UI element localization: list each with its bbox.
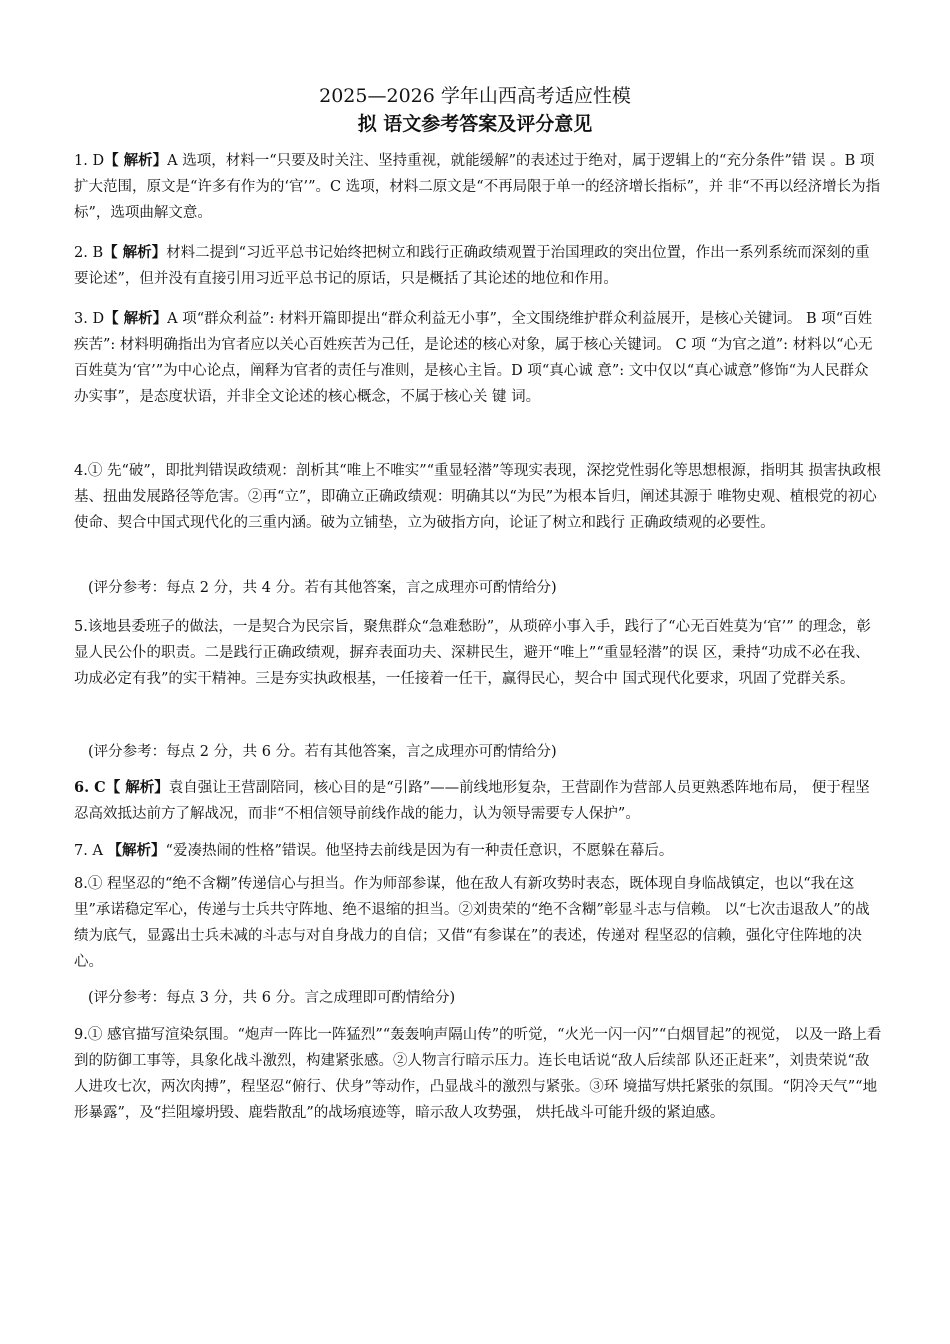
item-text: ① 先“破”，即批判错误政绩观：剖析其“唯上不唯实”“重显轻潜”等现实表现，深挖党性弱化等思想根源，指明其 损害执政根基、扭曲发展路径等危害。②再“立”，即确立正确政绩观：明确其以“为民”为根本旨归，阐述其源于 唯物史观、植根党的初心使命、契合中国式现代化的三重内涵。破为立铺垫，立为破指方向，论证了树立和践行 正确政绩观的必要性。 bbox=[74, 463, 882, 531]
scoring-note-q8: (评分参考：每点 3 分，共 6 分。言之成理即可酌情给分) bbox=[88, 990, 456, 1006]
item-number: 9. bbox=[74, 1027, 88, 1043]
item-number: 8. bbox=[74, 876, 88, 892]
item-text: 材料二提到“习近平总书记始终把树立和践行正确政绩观置于治国理政的突出位置，作出一系列系统而深刻的重要论述”，但并没有直接引用习近平总书记的原话，只是概括了其论述的地位和作用。 bbox=[74, 245, 870, 287]
answer-item-q9 bbox=[74, 1022, 882, 1126]
analysis-tag: 【 解析】 bbox=[105, 779, 169, 796]
scoring-note-q5: (评分参考：每点 2 分，共 6 分。若有其他答案，言之成理亦可酌情给分) bbox=[88, 744, 557, 760]
analysis-tag: 【 解析】 bbox=[103, 244, 167, 261]
item-number: 5. bbox=[74, 619, 88, 635]
answer-item-q7 bbox=[74, 838, 882, 864]
item-text: “爱凑热闹的性格”错误。他坚持去前线是因为有一种责任意识，不愿躲在幕后。 bbox=[165, 843, 674, 859]
answer-item-q6 bbox=[74, 775, 882, 827]
document-title-line1: 2025—2026 学年山西高考适应性模 bbox=[319, 85, 631, 107]
document-title-line2: 拟 语文参考答案及评分意见 bbox=[357, 113, 593, 135]
item-number: 4. bbox=[74, 463, 88, 479]
item-text: A 选项，材料一“只要及时关注、坚持重视，就能缓解”的表述过于绝对，属于逻辑上的“充分条件”错 误 。B 项扩大范围，原文是“许多有作为的‘官’”。C 选项，材料二原文是“不再局限于单一的经济增长指标”，并 非“不再以经济增长为指标”，选项曲解文意。 bbox=[74, 153, 881, 221]
answer-item-q1 bbox=[74, 148, 882, 226]
answer-item-q2 bbox=[74, 240, 882, 292]
item-number: 6. C bbox=[74, 779, 106, 796]
item-number: 1. D bbox=[74, 153, 105, 169]
item-number: 2. B bbox=[74, 245, 104, 261]
answer-item-q4 bbox=[74, 458, 882, 536]
item-text: A 项“群众利益”: 材料开篇即提出“群众利益无小事”，全文围绕维护群众利益展开，是核心关键词。 B 项“百姓疾苦”: 材料明确指出为官者应以关心百姓疾苦为己任，是论述的核心对象，属于核心关键词。 C 项 “为官之道”: 材料以“心无百姓莫为‘官’”为中心论点，阐释为官者的责任与准则，是核心主旨。D 项“真心诚 意”: 文中仅以“真心诚意”修饰“为人民群众办实事”，是态度状语，并非全文论述的核心概念，不属于核心关 键 词。 bbox=[74, 311, 873, 405]
answer-item-q8 bbox=[74, 871, 882, 975]
item-number: 7. A bbox=[74, 843, 103, 859]
item-text: 该地县委班子的做法，一是契合为民宗旨，聚焦群众“急难愁盼”，从琐碎小事入手，践行了“心无百姓莫为‘官’” 的理念，彰显人民公仆的职责。二是践行正确政绩观，摒弃表面功夫、深耕民生，避开“唯上”“重显轻潜”的误 区，秉持“功成不必在我、功成必定有我”的实干精神。三是夯实执政根基，一任接着一任干，赢得民心，契合中 国式现代化要求，巩固了党群关系。 bbox=[74, 619, 871, 687]
item-text: 袁自强让王营副陪同，核心目的是“引路”——前线地形复杂，王营副作为营部人员更熟悉阵地布局， 便于程坚忍高效抵达前方了解战况，而非“不相信领导前线作战的能力，认为领导需要专人保护”。 bbox=[74, 780, 870, 822]
item-text: ① 程坚忍的“绝不含糊”传递信心与担当。作为师部参谋，他在敌人有新攻势时表态，既体现自身临战镇定，也以“我在这里”承诺稳定军心，传递与士兵共守阵地、绝不退缩的担当。②刘贵荣的“绝不含糊”彰显斗志与信赖。 以“七次击退敌人”的战绩为底气，显露出士兵未减的斗志与对自身战力的自信；又借“有参谋在”的表述，传递对 程坚忍的信赖，强化守住阵地的决心。 bbox=[74, 876, 870, 970]
analysis-tag: 【 解析】 bbox=[104, 310, 168, 327]
answer-item-q3 bbox=[74, 306, 882, 410]
item-text: ① 感官描写渲染氛围。“炮声一阵比一阵猛烈”“轰轰响声隔山传”的听觉，“火光一闪一闪”“白烟冒起”的视觉， 以及一路上看到的防御工事等，具象化战斗激烈，构建紧张感。②人物言行暗示压力。连长电话说“敌人后续部 队还正赶来”，刘贵荣说“敌人进攻七次，两次肉搏”，程坚忍“俯行、伏身”等动作，凸显战斗的激烈与紧张。③环 境描写烘托紧张的氛围。“阴冷天气”“地形暴露”，及“拦阻壕坍毁、鹿砦散乱”的战场痕迹等，暗示敌人攻势强， 烘托战斗可能升级的紧迫感。 bbox=[74, 1027, 882, 1121]
item-number: 3. D bbox=[74, 311, 105, 327]
analysis-tag: 【解析】 bbox=[107, 842, 166, 859]
analysis-tag: 【 解析】 bbox=[104, 152, 168, 169]
answer-item-q5 bbox=[74, 614, 882, 692]
scoring-note-q4: (评分参考：每点 2 分，共 4 分。若有其他答案，言之成理亦可酌情给分) bbox=[88, 580, 557, 596]
